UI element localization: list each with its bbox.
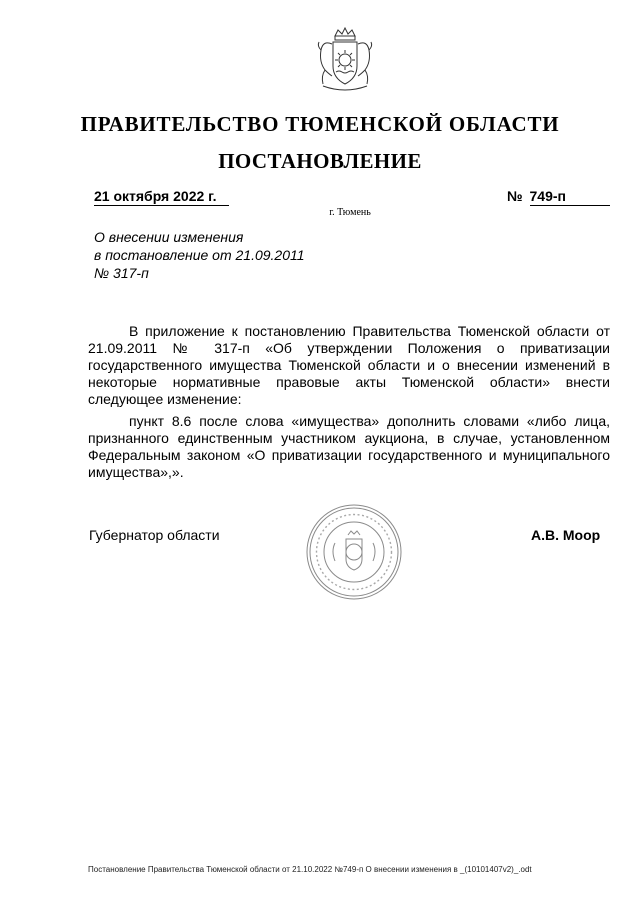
document-footer: Постановление Правительства Тюменской области от 21.10.2022 №749-п О внесении изменения в _(10101407v2)_.odt [88,865,532,874]
city-label: г. Тюмень [329,207,371,218]
body-paragraph: В приложение к постановлению Правительства Тюменской области от 21.09.2011 № 317-п «Об утверждении Положения о приватизации государственного имущества Тюменской области и о внесении изменений в некоторые нормативные правовые акты Тюменской области» внести следующее изменение: [88,323,610,407]
signer-name: А.В. Моор [531,527,601,543]
subject-line: № 317-п [94,265,149,281]
document-number [507,188,610,206]
subject-line: О внесении изменения [94,229,244,245]
document-body [88,323,610,481]
document-type: ПОСТАНОВЛЕНИЕ [218,149,422,173]
official-seal-icon [305,503,403,601]
government-title: ПРАВИТЕЛЬСТВО ТЮМЕНСКОЙ ОБЛАСТИ [80,112,560,136]
document-subject [94,228,354,282]
document-date: 21 октября 2022 г. [94,188,229,206]
subject-line: в постановление от 21.09.2011 [94,247,305,263]
coat-of-arms-icon [305,22,385,102]
signer-title: Губернатор области [89,527,220,543]
number-value: 749-п [530,188,610,206]
number-sign: № [507,188,523,204]
body-paragraph: пункт 8.6 после слова «имущества» дополнить словами «либо лица, признанного единственным участником аукциона, в случае, установленном Федеральным законом «О приватизации государственного и муниципального имущества»,». [88,413,610,480]
